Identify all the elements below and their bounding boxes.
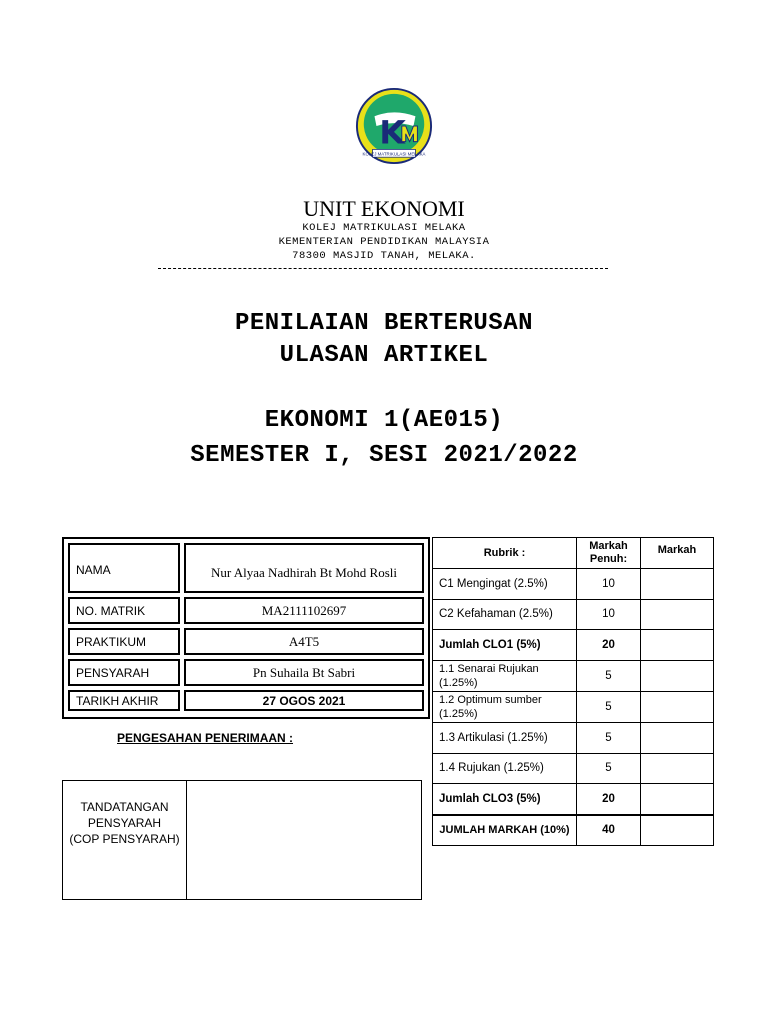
- mark-cell[interactable]: [641, 599, 714, 630]
- signature-line-3: (COP PENSYARAH): [69, 832, 180, 846]
- pengesahan-label: PENGESAHAN PENERIMAAN :: [117, 731, 294, 745]
- college-logo: [355, 87, 433, 165]
- info-row-pensyarah: [68, 659, 424, 686]
- heading-semester: SEMESTER I, SESI 2021/2022: [190, 442, 578, 469]
- address-line-3: 78300 MASJID TANAH, MELAKA.: [292, 250, 476, 262]
- rubric-item: C2 Kefahaman (2.5%): [433, 599, 577, 630]
- matrik-label: NO. MATRIK: [68, 597, 180, 624]
- mark-cell[interactable]: [641, 630, 714, 661]
- rubric-item: C1 Mengingat (2.5%): [433, 568, 577, 599]
- praktikum-label: PRAKTIKUM: [68, 628, 180, 655]
- dashed-separator: [158, 268, 608, 269]
- signature-line-1: TANDATANGAN: [80, 800, 169, 814]
- table-row: [433, 661, 714, 692]
- rubric-header: Rubrik :: [433, 538, 577, 569]
- address-line-1: KOLEJ MATRIKULASI MELAKA: [302, 222, 466, 234]
- rubric-item: 1.3 Artikulasi (1.25%): [433, 722, 577, 753]
- rubric-item: 1.2 Optimum sumber (1.25%): [433, 691, 577, 722]
- info-row-praktikum: [68, 628, 424, 655]
- table-row: [433, 753, 714, 784]
- student-info-table: [62, 537, 430, 719]
- full-mark: 5: [577, 722, 641, 753]
- heading-assessment: PENILAIAN BERTERUSAN: [234, 310, 534, 337]
- mark-cell[interactable]: [641, 691, 714, 722]
- signature-line-2: PENSYARAH: [87, 816, 162, 830]
- nama-value: Nur Alyaa Nadhirah Bt Mohd Rosli: [184, 543, 424, 593]
- marks-header: Markah: [641, 538, 714, 569]
- full-marks-header: Markah Penuh:: [577, 538, 641, 569]
- rubric-item: Jumlah CLO3 (5%): [433, 784, 577, 815]
- table-row: [433, 630, 714, 661]
- full-mark: 5: [577, 691, 641, 722]
- full-mark: 20: [577, 630, 641, 661]
- rubric-table: [432, 537, 714, 846]
- full-mark: 20: [577, 784, 641, 815]
- rubric-header-row: [433, 538, 714, 569]
- full-mark: 10: [577, 568, 641, 599]
- info-row-matrik: [68, 597, 424, 624]
- signature-box: [62, 780, 422, 900]
- unit-title: UNIT EKONOMI: [303, 196, 465, 221]
- tarikh-label: TARIKH AKHIR: [68, 690, 180, 711]
- mark-cell[interactable]: [641, 722, 714, 753]
- heading-article-review: ULASAN ARTIKEL: [279, 342, 489, 369]
- table-row: [433, 691, 714, 722]
- full-mark: 5: [577, 753, 641, 784]
- mark-cell-total[interactable]: [641, 815, 714, 846]
- pensyarah-value: Pn Suhaila Bt Sabri: [184, 659, 424, 686]
- full-mark: 5: [577, 661, 641, 692]
- mark-cell[interactable]: [641, 661, 714, 692]
- address-line-2: KEMENTERIAN PENDIDIKAN MALAYSIA: [278, 236, 490, 248]
- rubric-item: 1.1 Senarai Rujukan (1.25%): [433, 661, 577, 692]
- full-mark-total: 40: [577, 815, 641, 846]
- heading-course: EKONOMI 1(AE015): [264, 407, 504, 434]
- full-mark: 10: [577, 599, 641, 630]
- table-row: [433, 599, 714, 630]
- table-row: [433, 568, 714, 599]
- matrik-value: MA2111102697: [184, 597, 424, 624]
- logo-text: KOLEJ MATRIKULASI MELAKA: [362, 151, 426, 157]
- tarikh-value: 27 OGOS 2021: [184, 690, 424, 711]
- mark-cell[interactable]: [641, 568, 714, 599]
- rubric-item-total: JUMLAH MARKAH (10%): [433, 815, 577, 846]
- table-row: [433, 815, 714, 846]
- praktikum-value: A4T5: [184, 628, 424, 655]
- rubric-item: Jumlah CLO1 (5%): [433, 630, 577, 661]
- mark-cell[interactable]: [641, 753, 714, 784]
- pensyarah-label: PENSYARAH: [68, 659, 180, 686]
- signature-label: [63, 781, 187, 899]
- info-row-tarikh: [68, 690, 424, 711]
- rubric-item: 1.4 Rujukan (1.25%): [433, 753, 577, 784]
- table-row: [433, 784, 714, 815]
- mark-cell[interactable]: [641, 784, 714, 815]
- nama-label: NAMA: [68, 543, 180, 593]
- info-row-nama: [68, 543, 424, 593]
- table-row: [433, 722, 714, 753]
